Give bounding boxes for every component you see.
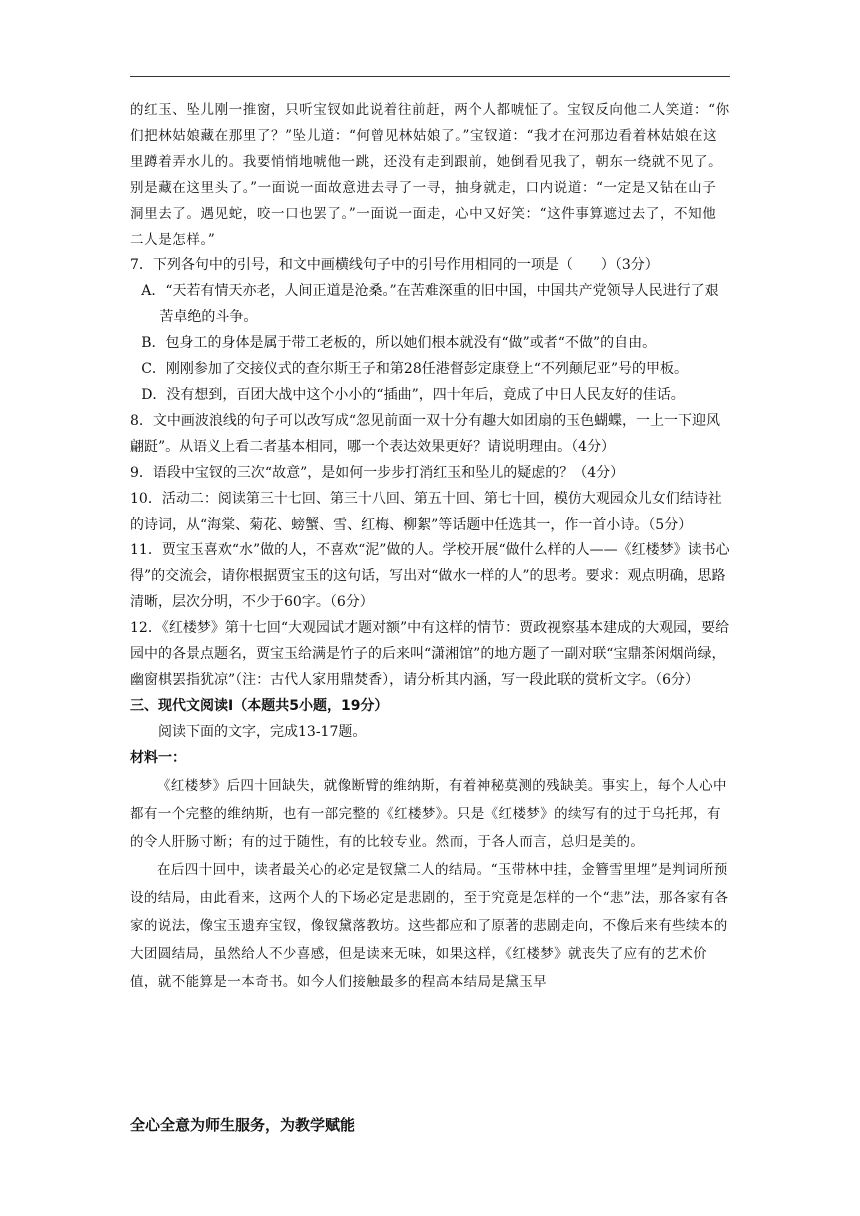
- question-8: 8．文中画波浪线的句子可以改写成“忽见前面一双十分有趣大如团扇的玉色蝴蝶，一上一下迎风翩跹”。从语义上看二者基本相同，哪一个表达效果更好？请说明理由。（4分）: [130, 412, 721, 455]
- option-b: B．包身工的身体是属于带工老板的，所以她们根本就没有“做”或者“不做”的自由。: [141, 335, 657, 352]
- section-instruction: 阅读下面的文字，完成13-17题。: [158, 723, 367, 740]
- option-a: A．“天若有情天亦老，人间正道是沧桑。”在苦难深重的旧中国，中国共产党领导人民进行了艰苦卓绝的斗争。: [141, 283, 719, 326]
- story-excerpt: [130, 98, 730, 253]
- option-d: D．没有想到，百团大战中这个小小的“插曲”，四十年后，竟成了中日人民友好的佳话。: [141, 386, 685, 403]
- question-11: 11．贾宝玉喜欢“水”做的人，不喜欢“泥”做的人。学校开展“做什么样的人——《红楼梦》读书心得”的交流会，请你根据贾宝玉的这句话，写出对“做水一样的人”的思考。要求：观点明确，思路清晰，层次分明，不少于60字。（6分）: [130, 542, 730, 611]
- question-10: 10．活动二：阅读第三十七回、第三十八回、第五十回、第七十回，模仿大观园众儿女们结诗社的诗词，从“海棠、菊花、螃蟹、雪、红梅、柳絮”等话题中任选其一，作一首小诗。（5分）: [130, 490, 722, 533]
- material-one: [130, 772, 730, 996]
- story-paragraph: 的红玉、坠儿刚一推窗，只听宝钗如此说着往前赶，两个人都唬怔了。宝钗反向他二人笑道：“你们把林姑娘藏在那里了？”坠儿道：“何曾见林姑娘了。”宝钗道：“我才在河那边看着林姑娘在这里蹲着弄水儿的。我要悄悄地唬他一跳，还没有走到跟前，她倒看见我了，朝东一绕就不见了。别是藏在这里头了。”一面说一面故意进去寻了一寻，抽身就走，口内说道：“一定是又钻在山子洞里去了。遇见蛇，咬一口也罢了。”一面说一面走，心中又好笑：“这件事算遮过去了，不知他二人是怎样。”: [130, 102, 730, 248]
- material-label: 材料一：: [130, 749, 186, 766]
- header-rule: [130, 76, 730, 77]
- question-9: 9．语段中宝钗的三次“故意”，是如何一步步打消红玉和坠儿的疑虑的？（4分）: [130, 464, 625, 481]
- question-12: 12．《红楼梦》第十七回“大观园试才题对额”中有这样的情节：贾政视察基本建成的大观园，要给园中的各景点题名，贾宝玉给满是竹子的后来叫“潇湘馆”的地方题了一副对联“宝鼎茶闲烟尚绿，幽窗棋罢指犹凉”（注：古代人家用鼎焚香），请分析其内涵，写一段此联的赏析文字。（6分）: [130, 620, 730, 688]
- page-content: [130, 98, 730, 996]
- section-heading: 三、现代文阅读Ⅰ（本题共5小题，19分）: [130, 697, 389, 714]
- material-paragraph: 《红楼梦》后四十回缺失，就像断臂的维纳斯，有着神秘莫测的残缺美。事实上，每个人心中都有一个完整的维纳斯，也有一部完整的《红楼梦》。只是《红楼梦》的续写有的过于乌托邦，有的令人肝肠寸断；有的过于随性，有的比较专业。然而，于各人而言，总归是美的。: [130, 777, 727, 850]
- question-7: [130, 253, 730, 408]
- page-footer: 全心全意为师生服务，为教学赋能: [130, 1116, 356, 1134]
- material-paragraph: 在后四十回中，读者最关心的必定是钗黛二人的结局。“玉带林中挂，金簪雪里埋”是判词所预设的结局，由此看来，这两个人的下场必定是悲剧的，至于究竟是怎样的一个“悲”法，那各家有各家的说法，像宝玉遗弃宝钗，像钗黛落教坊。这些都应和了原著的悲剧走向，不像后来有些续本的大团圆结局，虽然给人不少喜感，但是读来无味，如果这样，《红楼梦》就丧失了应有的艺术价值，就不能算是一本奇书。如今人们接触最多的程高本结局是黛玉早: [130, 861, 729, 990]
- option-c: C．刚刚参加了交接仪式的查尔斯王子和第28任港督彭定康登上“不列颠尼亚”号的甲板。: [141, 361, 689, 378]
- question-stem: 7．下列各句中的引号，和文中画横线句子中的引号作用相同的一项是（ ）（3分）: [130, 257, 659, 274]
